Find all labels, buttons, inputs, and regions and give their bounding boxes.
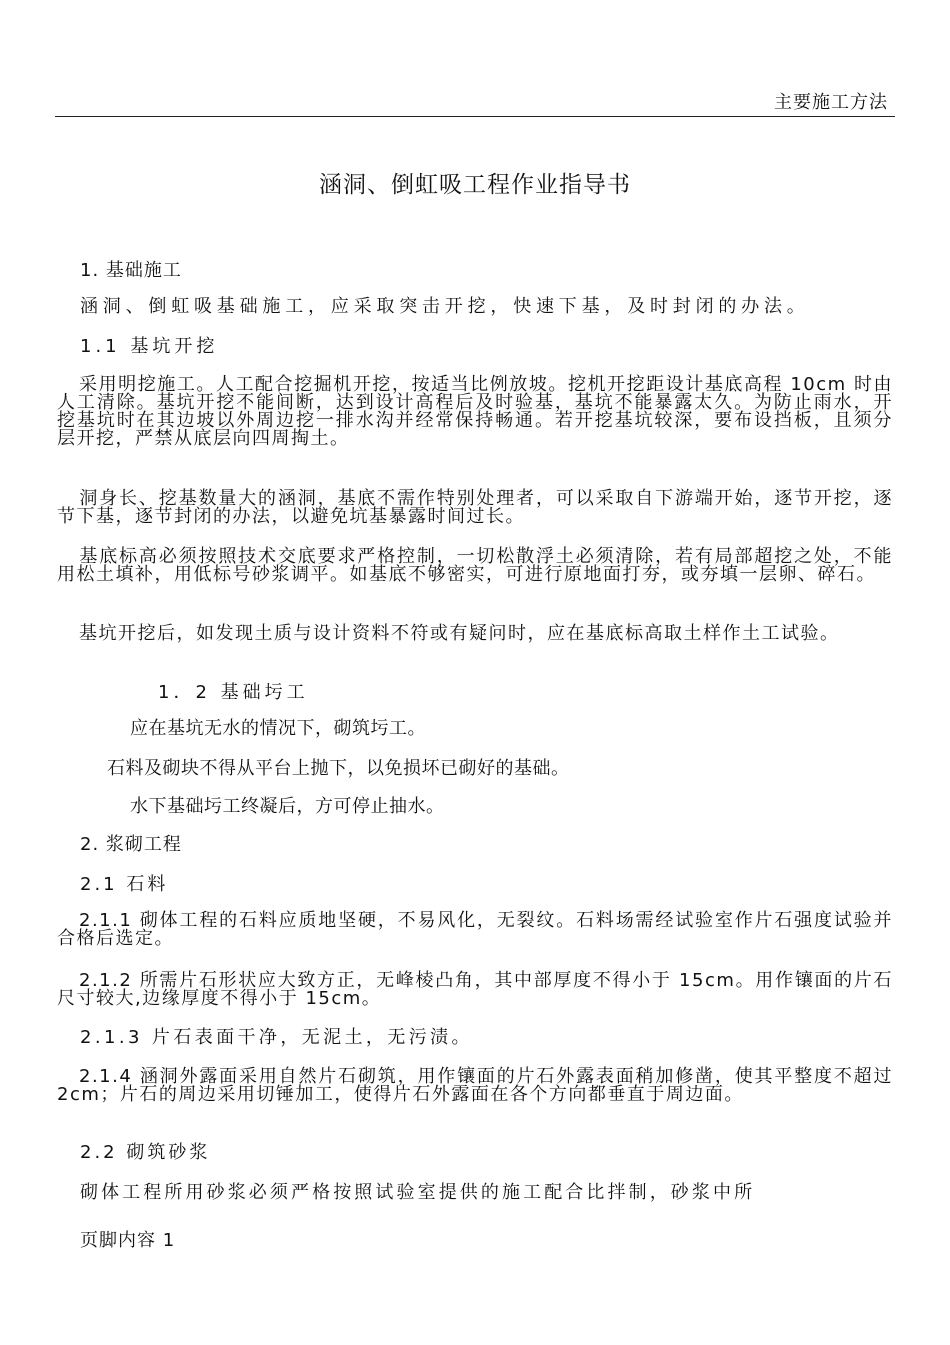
paragraph — [57, 548, 893, 584]
paragraph — [57, 625, 893, 643]
paragraph-line: 应在基坑无水的情况下，砌筑圬工。 — [130, 718, 426, 739]
section-heading: 1．2 基础圬工 — [158, 682, 309, 703]
paragraph-text: 2.1.4 涵洞外露面采用自然片石砌筑，用作镶面的片石外露表面稍加修凿，使其平整度不超过 2cm；片石的周边采用切锤加工，使得片石外露面在各个方向都垂直于周边面。 — [57, 1066, 893, 1105]
paragraph-text: 2.1.2 所需片石形状应大致方正，无峰棱凸角，其中部厚度不得小于 15cm。用作镶面的片石尺寸较大,边缘厚度不得小于 15cm。 — [57, 970, 893, 1009]
header-divider — [55, 116, 895, 117]
paragraph-text: 采用明挖施工。人工配合挖掘机开挖，按适当比例放坡。挖机开挖距设计基底高程 10cm 时由人工清除。基坑开挖不能间断，达到设计高程后及时验基，基坑不能暴露太久。为防止雨水，开挖基坑时在其边坡以外周边挖一排水沟并经常保持畅通。若开挖基坑较深，要布设挡板，且须分层开挖，严禁从底层向四周掏土。 — [57, 374, 893, 449]
section-heading: 1. 基础施工 — [80, 260, 182, 281]
paragraph-line: 水下基础圬工终凝后，方可停止抽水。 — [130, 796, 445, 817]
paragraph — [57, 490, 893, 526]
paragraph — [57, 376, 893, 448]
paragraph-text: 基坑开挖后，如发现土质与设计资料不符或有疑问时，应在基底标高取土样作土工试验。 — [79, 623, 840, 644]
paragraph-line: 砌体工程所用砂浆必须严格按照试验室提供的施工配合比拌制，砂浆中所 — [80, 1182, 756, 1203]
paragraph-line: 涵洞、倒虹吸基础施工，应采取突击开挖，快速下基，及时封闭的办法。 — [80, 296, 810, 317]
paragraph-line: 2.1.3 片石表面干净，无泥土，无污渍。 — [80, 1027, 473, 1048]
page-footer: 页脚内容 1 — [80, 1230, 176, 1251]
section-heading: 2.1 石料 — [80, 874, 169, 895]
page-header: 主要施工方法 — [774, 92, 888, 113]
paragraph-line: 石料及砌块不得从平台上抛下，以免损坏已砌好的基础。 — [107, 758, 570, 779]
paragraph-text: 基底标高必须按照技术交底要求严格控制，一切松散浮土必须清除，若有局部超挖之处，不能用松土填补，用低标号砂浆调平。如基底不够密实，可进行原地面打夯，或夯填一层卵、碎石。 — [57, 546, 893, 585]
section-heading: 2.2 砌筑砂浆 — [80, 1142, 211, 1163]
paragraph — [57, 912, 893, 948]
paragraph — [57, 972, 893, 1008]
paragraph-text: 洞身长、挖基数量大的涵洞，基底不需作特别处理者，可以采取自下游端开始，逐节开挖，逐节下基，逐节封闭的办法，以避免坑基暴露时间过长。 — [57, 488, 893, 527]
section-heading: 2. 浆砌工程 — [80, 834, 182, 855]
paragraph — [57, 1068, 893, 1104]
section-heading: 1.1 基坑开挖 — [80, 336, 219, 357]
paragraph-text: 2.1.1 砌体工程的石料应质地坚硬，不易风化，无裂纹。石料场需经试验室作片石强度试验并合格后选定。 — [57, 910, 893, 949]
document-title: 涵洞、倒虹吸工程作业指导书 — [319, 172, 631, 198]
